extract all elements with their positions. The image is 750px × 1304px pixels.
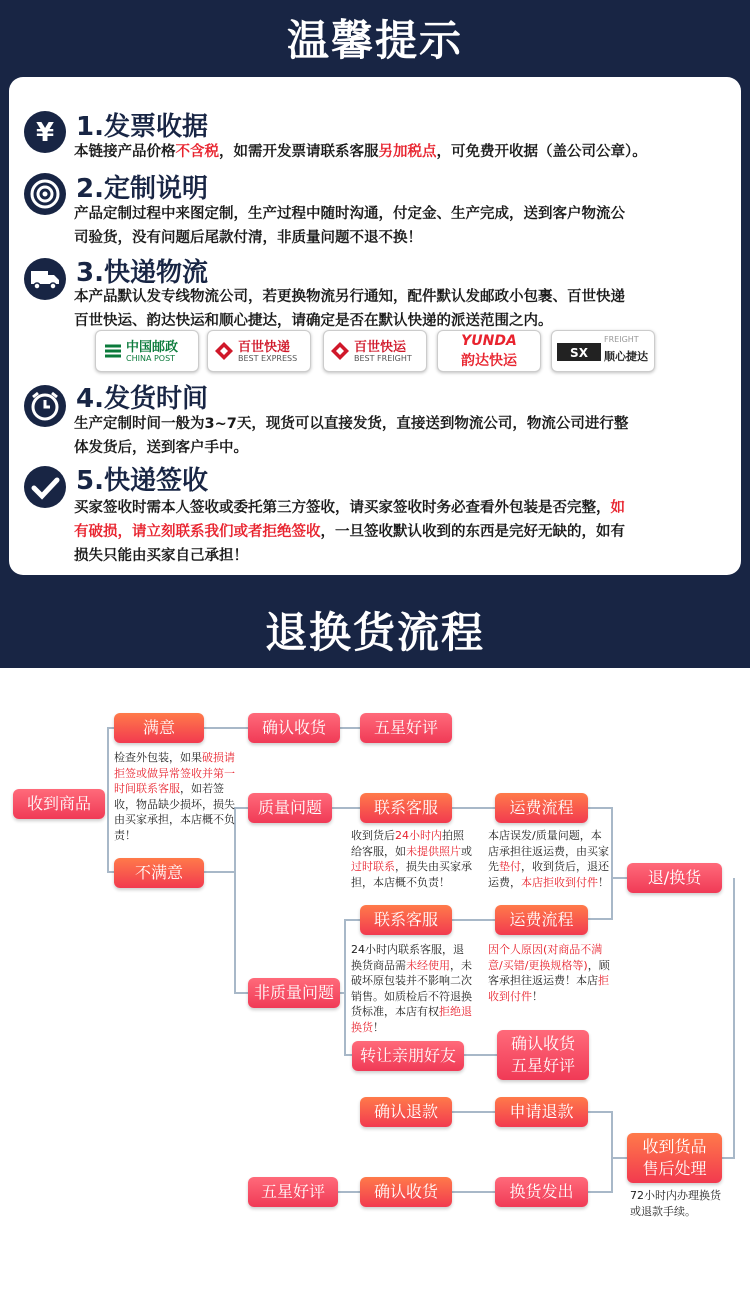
custom-icon [24, 173, 66, 215]
shipping-note-2: 因个人原因(对商品不满意/买错/更换规格等)，顾客承担往返运费！本店拒收到付件！ [488, 943, 610, 1003]
section-title-invoice: 1.发票收据 [76, 112, 208, 142]
section-body-custom: 产品定制过程中来图定制，生产过程中随时沟通，付定金、生产完成，送到客户物流公 司验货，没有问题后尾款付清，非质量问题不退不换！ [74, 206, 625, 246]
logo-yunda: YUNDA 韵达快运 [437, 330, 541, 372]
quality-issue: 质量问题 [248, 793, 332, 823]
check-package-note: 检查外包装，如果破损请拒签或做异常签收并第一时间联系客服，如若签收，物品缺少损坏，损失由买家承担，本店概不负责！ [114, 751, 235, 842]
five-star-review-2: 五星好评 [248, 1177, 338, 1207]
logo-china-post: 中国邮政 CHINA POST [95, 330, 199, 372]
courier-logos [95, 330, 655, 372]
clock-icon [24, 385, 66, 427]
check-icon [24, 466, 66, 508]
logo-best-express: 百世快递 BEST EXPRESS [207, 330, 311, 372]
shipping-note-1: 本店误发/质量问题，本店承担往返运费，由买家先垫付，收到货后，退还运费，本店拒收到付件！ [488, 829, 609, 889]
transfer-to-friends: 转让亲朋好友 [352, 1041, 464, 1071]
section-body-logistics: 本产品默认发专线物流公司，若更换物流另行通知，配件默认发邮政小包裹、百世快递 百世快运、韵达快运和顺心捷达，请确定是否在默认快递的派送范围之内。 [74, 289, 625, 329]
section-title-custom: 2.定制说明 [76, 174, 208, 204]
after-sale-processing: 收到货品 售后处理 [627, 1133, 722, 1183]
confirm-refund: 确认退款 [360, 1097, 452, 1127]
truck-icon [24, 258, 66, 300]
confirm-receipt-five-star: 确认收货 五星好评 [497, 1030, 589, 1080]
non-quality-issue: 非质量问题 [248, 978, 340, 1008]
section-title-logistics: 3.快递物流 [76, 258, 208, 288]
satisfied: 满意 [114, 713, 204, 743]
shipping-flow-2: 运费流程 [495, 905, 588, 935]
logo-sxjd: SX FREIGHT 顺心捷达 [551, 330, 655, 372]
svg-text:SX: SX [570, 346, 588, 360]
section-title-delivery-time: 4.发货时间 [76, 384, 208, 414]
exchange-shipped: 换货发出 [495, 1177, 588, 1207]
shipping-flow-1: 运费流程 [495, 793, 588, 823]
confirm-receipt: 确认收货 [248, 713, 340, 743]
yen-icon [24, 111, 66, 153]
china-post-icon [102, 340, 124, 362]
logo-best-freight: 百世快运 BEST FREIGHT [323, 330, 427, 372]
received-goods: 收到商品 [13, 789, 105, 819]
section-body-invoice: 本链接产品价格不含税，如需开发票请联系客服另加税点，可免费开收据（盖公司公章）。 [74, 144, 647, 160]
contact-note-2: 24小时内联系客服，退换货商品需未经使用，未破坏原包装并不影响二次销售。如质检后不符退换货标准，本店有权拒绝退换货！ [351, 943, 472, 1034]
contact-note-1: 收到货后24小时内拍照给客服，如未提供照片或过时联系，损失由买家承担，本店概不负责！ [351, 829, 472, 889]
flow-title: 退换货流程 [264, 608, 485, 657]
five-star-review: 五星好评 [360, 713, 452, 743]
after-sale-note: 72小时内办理换货或退款手续。 [630, 1189, 721, 1218]
best-freight-icon [330, 341, 350, 361]
confirm-receipt-3: 确认收货 [360, 1177, 452, 1207]
contact-service-1: 联系客服 [360, 793, 452, 823]
return-exchange: 退/换货 [627, 863, 722, 893]
svg-text:¥: ¥ [35, 118, 55, 148]
best-express-icon [214, 341, 234, 361]
section-body-delivery-time: 生产定制时间一般为3~7天，现货可以直接发货，直接送到物流公司，物流公司进行整 体发货后，送到客户手中。 [74, 416, 629, 456]
unsatisfied: 不满意 [114, 858, 204, 888]
section-body-signing: 买家签收时需本人签收或委托第三方签收，请买家签收时务必查看外包装是否完整，如 有破损，请立刻联系我们或者拒绝签收，一旦签收默认收到的东西是完好无缺的，如有 损失只能由买家自己承担！ [74, 500, 625, 564]
sxjd-logo-icon [557, 341, 601, 363]
apply-refund: 申请退款 [495, 1097, 588, 1127]
header-title: 温馨提示 [286, 16, 463, 65]
contact-service-2: 联系客服 [360, 905, 452, 935]
section-title-signing: 5.快递签收 [76, 466, 208, 496]
